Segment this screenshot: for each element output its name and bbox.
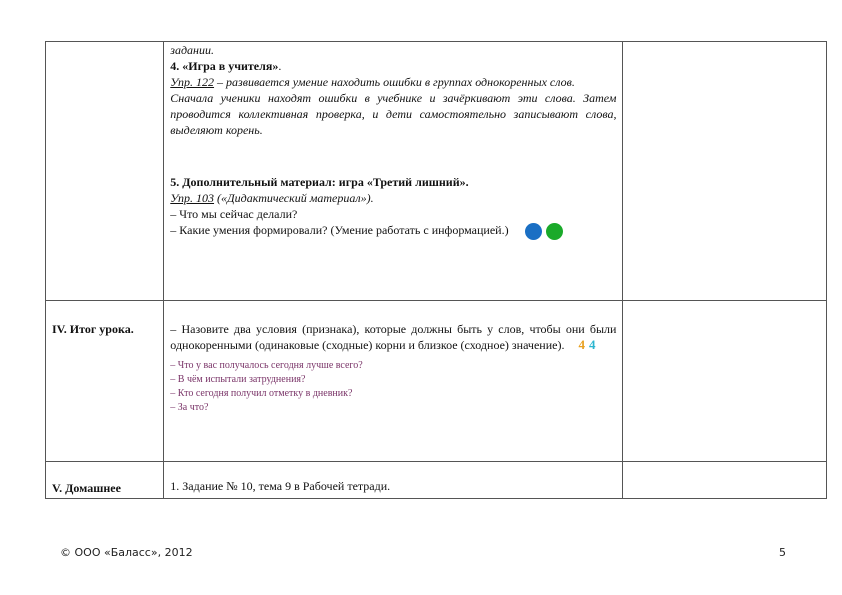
continued-text: задании.: [170, 43, 215, 57]
question-skills: [170, 222, 616, 240]
stage-cell: [46, 42, 164, 301]
question-what-did: – Что мы сейчас делали?: [170, 207, 298, 221]
exercise-122: [170, 74, 616, 90]
content-cell: [164, 462, 623, 499]
exercise-103: [170, 190, 616, 206]
stage-title: IV. Итог урока.: [52, 322, 134, 336]
exercise-desc: («Дидактический материал»).: [214, 191, 374, 205]
grade-marks: [578, 337, 595, 352]
exercise-ref: Упр. 122: [170, 75, 215, 89]
exercise-ref: Упр. 103: [170, 191, 215, 205]
table-row: [46, 42, 827, 301]
copyright: © ООО «Баласс», 2012: [60, 546, 193, 559]
reflection-question: – Что у вас получалось сегодня лучше всего?: [170, 360, 363, 371]
exercise-desc: – развивается умение находить ошибки в группах однокоренных слов.: [214, 75, 575, 89]
table-row: [46, 301, 827, 462]
table-row: [46, 462, 827, 499]
blue-circle-icon: [525, 223, 542, 240]
lesson-plan-table: [45, 41, 827, 499]
notes-cell: [623, 42, 827, 301]
question-skills-text: – Какие умения формировали? (Умение работать с информацией.): [170, 223, 509, 237]
stage-cell: [46, 301, 164, 462]
game-heading: [170, 58, 616, 74]
summary-question: [170, 321, 616, 353]
reflection-question: – За что?: [170, 402, 209, 413]
page-number: 5: [779, 546, 786, 559]
stage-title: V. Домашнее: [52, 481, 121, 495]
extra-material-heading: 5. Дополнительный материал: игра «Третий лишний».: [170, 175, 469, 189]
notes-cell: [623, 301, 827, 462]
homework-text: 1. Задание № 10, тема 9 в Рабочей тетради.: [170, 479, 391, 493]
game-title: 4. «Игра в учителя»: [170, 59, 279, 73]
content-cell: [164, 301, 623, 462]
green-circle-icon: [546, 223, 563, 240]
grade-mark: 4: [578, 337, 585, 352]
notes-cell: [623, 462, 827, 499]
content-cell: [164, 42, 623, 301]
reflection-question: – Кто сегодня получил отметку в дневник?: [170, 388, 353, 399]
game-title-dot: .: [278, 59, 282, 73]
grade-mark: 4: [588, 337, 596, 352]
stage-cell: [46, 462, 164, 499]
activity-description: Сначала ученики находят ошибки в учебнике и зачёркивают эти слова. Затем проводится коллективная проверка, и дети самостоятельно записывают слова, выделяют корень.: [170, 91, 617, 137]
summary-question-text: – Назовите два условия (признака), которые должны быть у слов, чтобы они были однокоренными (одинаковые (сходные) корни и близкое (сходное) значение).: [170, 322, 617, 352]
status-dots: [521, 222, 563, 240]
reflection-question: – В чём испытали затруднения?: [170, 374, 306, 385]
